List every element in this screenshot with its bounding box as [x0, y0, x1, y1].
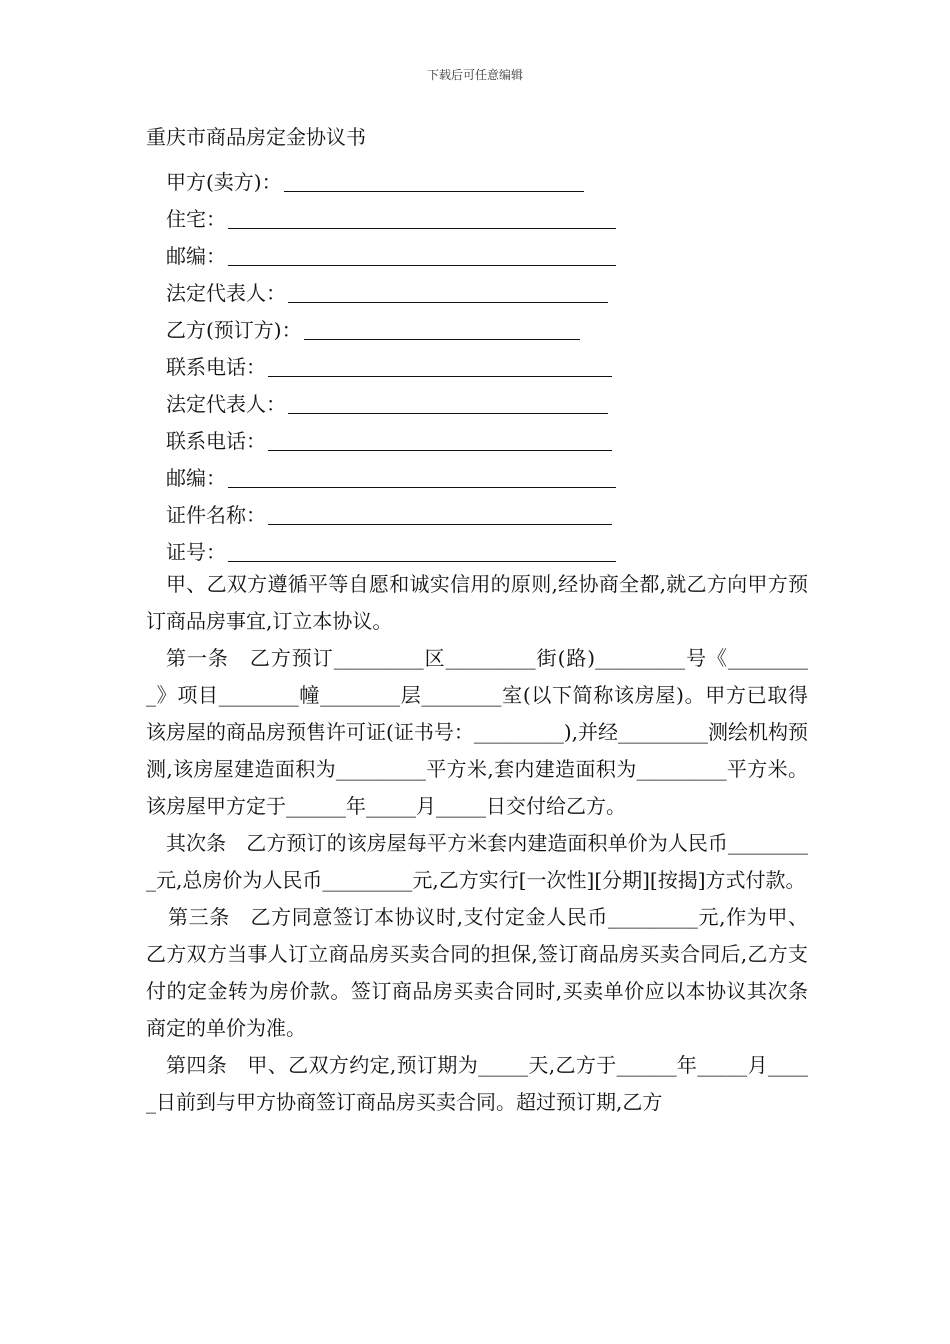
header-note: 下载后可任意编辑: [426, 68, 523, 82]
fill-blank: [284, 171, 584, 192]
agreement-body: [146, 566, 808, 1121]
field-label: 住宅：: [166, 207, 226, 231]
field-id-type: [166, 492, 626, 529]
fill-blank: [228, 467, 616, 488]
field-label: 乙方(预订方)：: [166, 318, 302, 342]
party-info-fields: [166, 159, 626, 566]
fill-blank: [268, 504, 612, 525]
paragraph-article-2: 其次条 乙方预订的该房屋每平方米套内建造面积单价为人民币_________元,总房价为人民币_________元,乙方实行[一次性][分期][按揭]方式付款。: [146, 831, 808, 892]
fill-blank: [288, 282, 608, 303]
field-phone-a: [166, 344, 626, 381]
document-title: 重庆市商品房定金协议书: [146, 125, 366, 149]
field-label: 邮编：: [166, 466, 226, 490]
paragraph-article-3: 第三条 乙方同意签订本协议时,支付定金人民币_________元,作为甲、乙方双方当事人订立商品房买卖合同的担保,签订商品房买卖合同后,乙方支付的定金转为房价款。签订商品房买卖合同时,买卖单价应以本协议其次条商定的单价为准。: [146, 905, 808, 1040]
field-label: 证件名称：: [166, 503, 266, 527]
field-residence: [166, 196, 626, 233]
field-label: 法定代表人：: [166, 281, 286, 305]
field-legal-rep-a: [166, 270, 626, 307]
field-label: 联系电话：: [166, 429, 266, 453]
paragraph-article-4: 第四条 甲、乙双方约定,预订期为_____天,乙方于______年_____月_____日前到与甲方协商签订商品房买卖合同。超过预订期,乙方: [146, 1053, 808, 1114]
fill-blank: [228, 245, 616, 266]
fill-blank: [228, 208, 616, 229]
field-label: 证号：: [166, 540, 226, 564]
field-label: 甲方(卖方)：: [166, 170, 282, 194]
field-id-number: [166, 529, 626, 566]
field-postcode-b: [166, 455, 626, 492]
field-party-b: [166, 307, 626, 344]
fill-blank: [288, 393, 608, 414]
field-party-a: [166, 159, 626, 196]
fill-blank: [304, 319, 580, 340]
fill-blank: [268, 430, 612, 451]
field-postcode: [166, 233, 626, 270]
paragraph-article-1: 第一条 乙方预订_________区_________街(路)_________号《_________》项目________幢________层________室(以下简称该房屋)。甲方已取得该房屋的商品房预售许可证(证书号：_________),并经_________测绘机构预测,该房屋建造面积为_________平方米,套内建造面积为_________平方米。该房屋甲方定于______年_____月_____日交付给乙方。: [146, 646, 808, 818]
field-label: 联系电话：: [166, 355, 266, 379]
field-label: 邮编：: [166, 244, 226, 268]
field-legal-rep-b: [166, 381, 626, 418]
fill-blank: [268, 356, 612, 377]
paragraph-preamble: 甲、乙双方遵循平等自愿和诚实信用的原则,经协商全都,就乙方向甲方预订商品房事宜,订立本协议。: [146, 572, 808, 633]
field-phone-b: [166, 418, 626, 455]
fill-blank: [228, 541, 616, 562]
field-label: 法定代表人：: [166, 392, 286, 416]
